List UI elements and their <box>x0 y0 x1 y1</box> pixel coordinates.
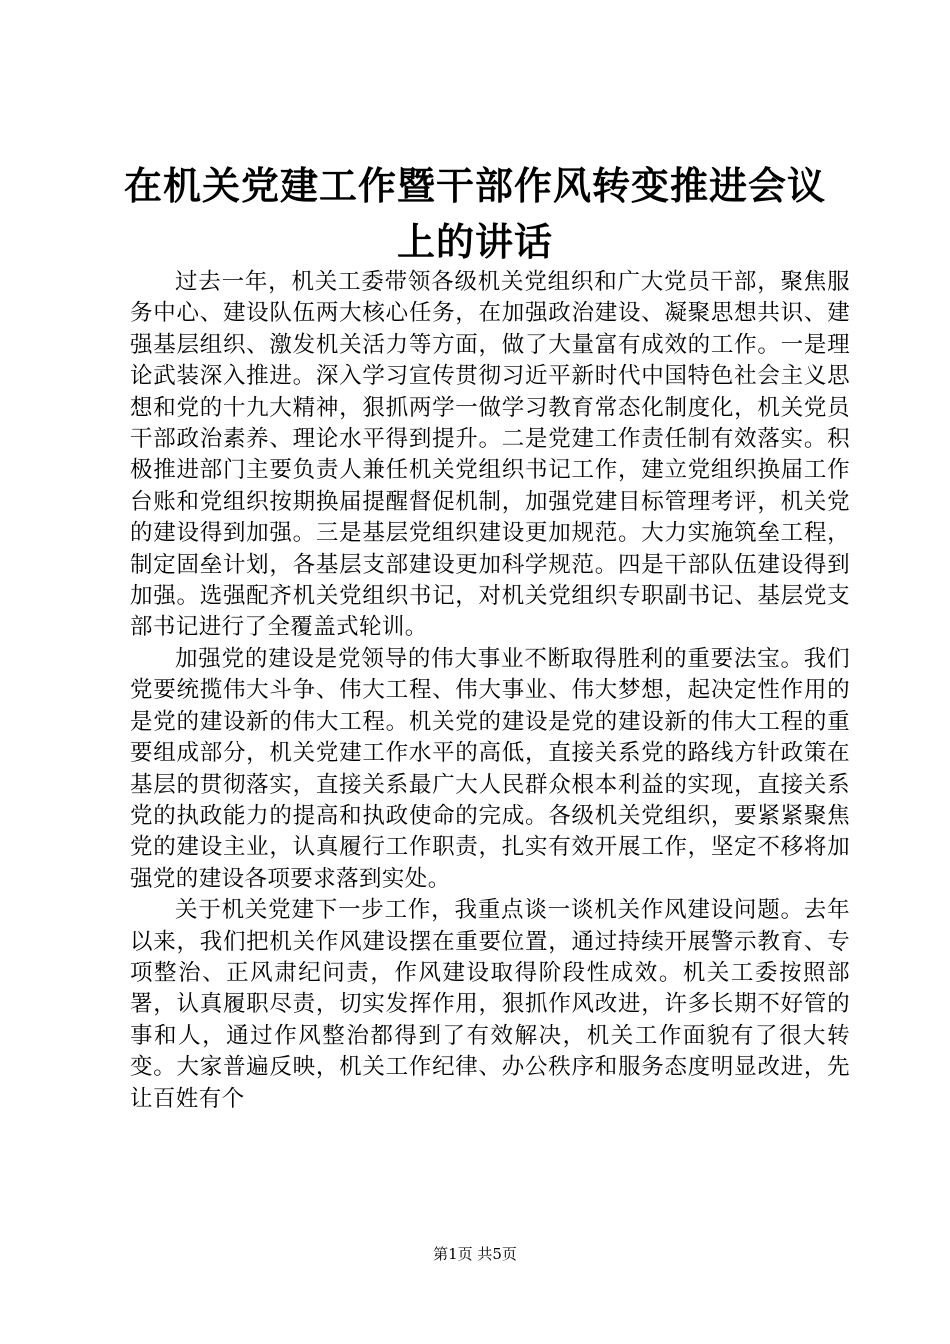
document-body <box>130 267 850 1115</box>
document-title: 在机关党建工作暨干部作风转变推进会议上的讲话 <box>123 163 826 264</box>
paragraph-3: 关于机关党建下一步工作，我重点谈一谈机关作风建设问题。去年以来，我们把机关作风建设摆在重要位置，通过持续开展警示教育、专项整治、正风肃纪问责，作风建设取得阶段性成效。机关工委按照部署，认真履职尽责，切实发挥作用，狠抓作风改进，许多长期不好管的事和人，通过作风整治都得到了有效解决，机关工作面貌有了很大转变。大家普遍反映，机关工作纪律、办公秩序和服务态度明显改进，先让百姓有个 <box>130 897 850 1112</box>
paragraph-2: 加强党的建设是党领导的伟大事业不断取得胜利的重要法宝。我们党要统揽伟大斗争、伟大工程、伟大事业、伟大梦想，起决定性作用的是党的建设新的伟大工程。机关党的建设是党的建设新的伟大工程的重要组成部分，机关党建工作水平的高低，直接关系党的路线方针政策在基层的贯彻落实，直接关系最广大人民群众根本利益的实现，直接关系党的执政能力的提高和执政使命的完成。各级机关党组织，要紧紧聚焦党的建设主业，认真履行工作职责，扎实有效开展工作，坚定不移将加强党的建设各项要求落到实处。 <box>130 645 850 892</box>
paragraph-1: 过去一年，机关工委带领各级机关党组织和广大党员干部，聚焦服务中心、建设队伍两大核心任务，在加强政治建设、凝聚思想共识、建强基层组织、激发机关活力等方面，做了大量富有成效的工作。一是理论武装深入推进。深入学习宣传贯彻习近平新时代中国特色社会主义思想和党的十九大精神，狠抓两学一做学习教育常态化制度化，机关党员干部政治素养、理论水平得到提升。二是党建工作责任制有效落实。积极推进部门主要负责人兼任机关党组织书记工作，建立党组织换届工作台账和党组织按期换届提醒督促机制，加强党建目标管理考评，机关党的建设得到加强。三是基层党组织建设更加规范。大力实施筑垒工程，制定固垒计划，各基层支部建设更加科学规范。四是干部队伍建设得到加强。选强配齐机关党组织书记，对机关党组织专职副书记、基层党支部书记进行了全覆盖式轮训。 <box>130 269 850 641</box>
page-footer: 第1页 共5页 <box>433 1245 517 1263</box>
